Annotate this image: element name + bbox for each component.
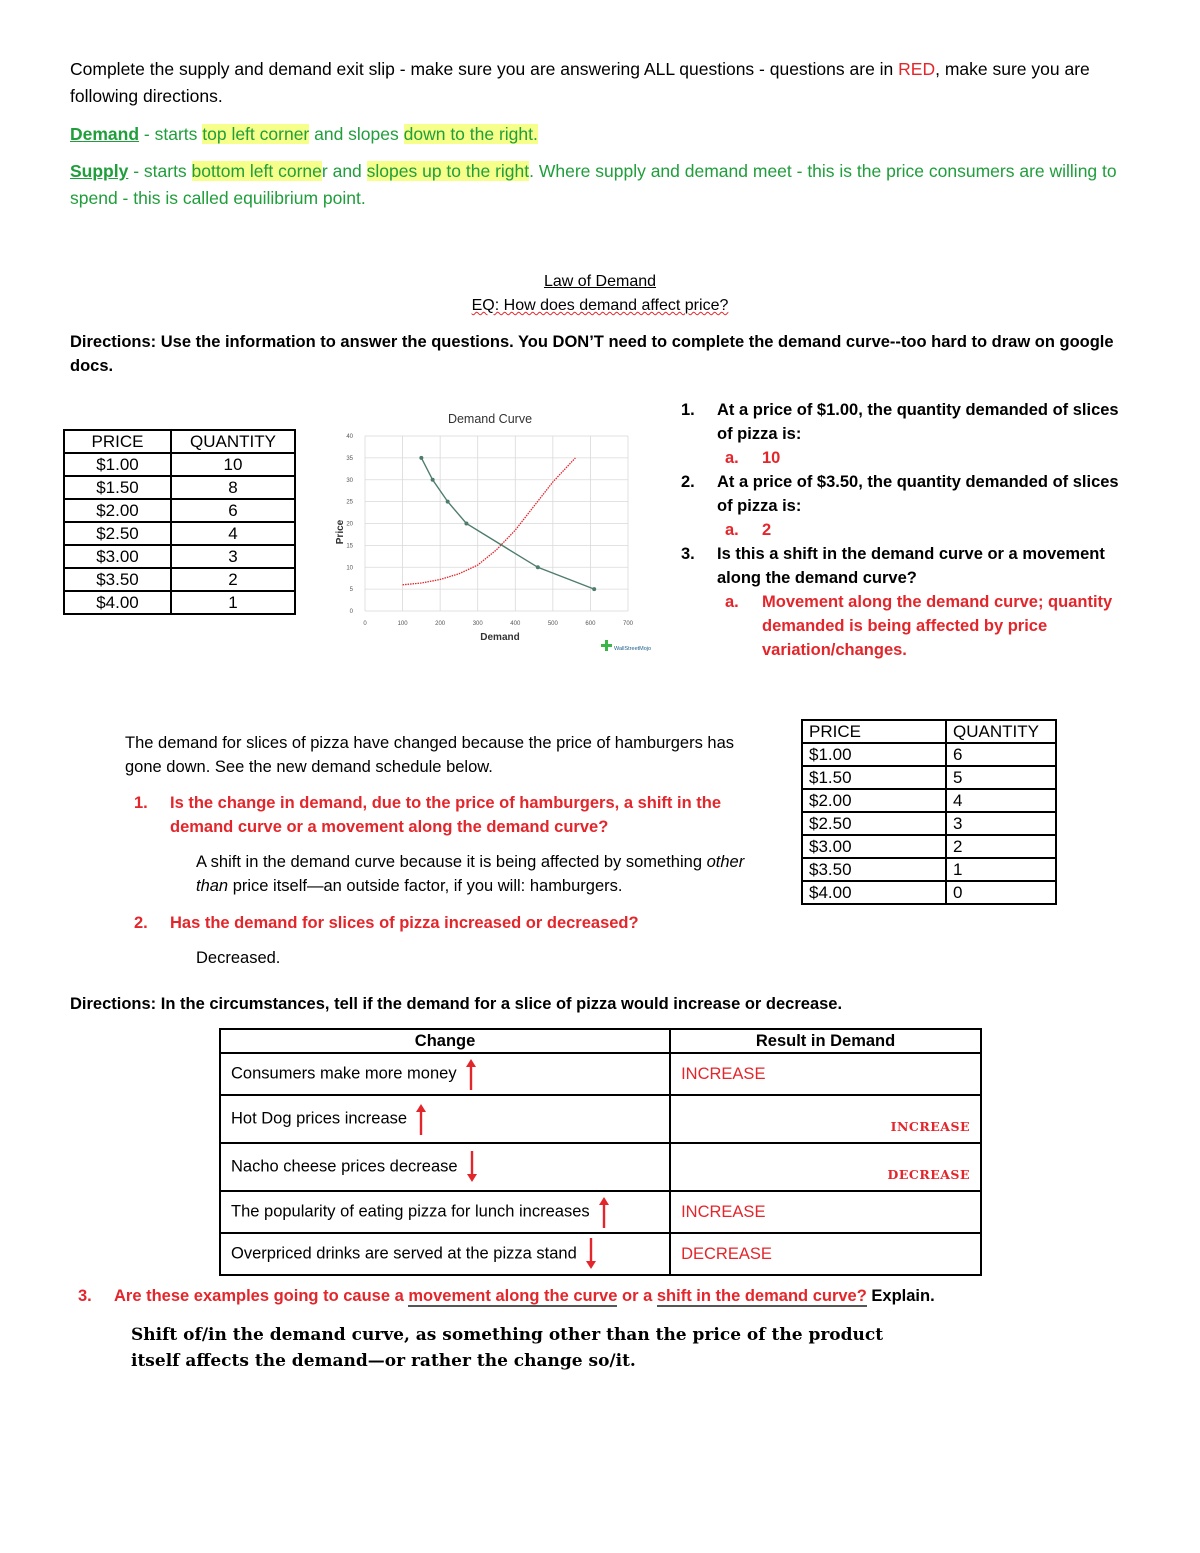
middle-q1: Is the change in demand, due to the price of hamburgers, a shift in the demand curve or a movement along the demand curve?: [170, 794, 721, 836]
quantity-cell: 3: [946, 812, 1056, 835]
y-tick-label: 20: [346, 521, 353, 528]
circumstances-header-row: [220, 1029, 981, 1053]
circumstance-row: [220, 1233, 981, 1275]
table-header-row: [64, 430, 295, 453]
arrow-down-icon: [585, 1237, 597, 1271]
circumstances-table: [219, 1028, 982, 1276]
demand-def-text-2: and slopes: [309, 124, 404, 144]
directions-2: Directions: In the circumstances, tell if the demand for a slice of pizza would increase or decrease.: [70, 995, 843, 1013]
intro-red-word: RED: [898, 59, 936, 79]
price-cell: $3.00: [64, 545, 171, 568]
demand-term: Demand: [70, 124, 140, 144]
middle-q2: Has the demand for slices of pizza increased or decreased?: [170, 914, 639, 932]
result-cell: [670, 1191, 981, 1233]
middle-a1: A shift in the demand curve because it is being affected by something other than price itself—an outside factor, if you will: hamburgers.: [196, 853, 745, 895]
chart-title: Demand Curve: [447, 412, 533, 426]
quantity-cell: 1: [946, 858, 1056, 881]
chart-y-ticks: [346, 434, 353, 615]
supply-def-text-3: . Where supply and demand meet - this is the price consumers are willing to spend - this is called equilibrium point.: [70, 161, 1117, 208]
supply-term: Supply: [70, 161, 129, 181]
price-cell: $1.50: [802, 766, 946, 789]
x-tick-label: 200: [435, 621, 446, 627]
intro-text-end: , make sure you are following directions.: [70, 59, 1090, 106]
quantity-cell: 0: [946, 881, 1056, 904]
quantity-cell: 10: [171, 453, 295, 476]
middle-q2-num: 2.: [134, 914, 148, 932]
price-cell: $4.00: [64, 591, 171, 614]
change-text: Nacho cheese prices decrease: [231, 1157, 458, 1176]
x-tick-label: 700: [622, 621, 634, 627]
answer-2: 2: [762, 521, 772, 539]
quantity-cell: 6: [171, 499, 295, 522]
price-cell: $2.50: [802, 812, 946, 835]
arrow-up-icon: [598, 1195, 610, 1229]
result-cell: [670, 1143, 981, 1191]
answer-2-marker: a.: [725, 521, 739, 539]
result-header: Result in Demand: [670, 1029, 981, 1053]
change-cell: [220, 1191, 670, 1233]
result-text: INCREASE: [681, 1064, 766, 1083]
price-cell: $1.00: [802, 743, 946, 766]
price-cell: $4.00: [802, 881, 946, 904]
change-text: Consumers make more money: [231, 1064, 457, 1083]
supply-highlight-2: slopes up to the right: [366, 161, 530, 181]
table-row: [802, 789, 1056, 812]
table-row: [802, 835, 1056, 858]
supply-definition: [70, 158, 1130, 212]
change-header: Change: [220, 1029, 670, 1053]
demand-point: [446, 500, 450, 504]
circumstance-row: [220, 1143, 981, 1191]
table-row: [64, 591, 295, 614]
table-row: [64, 568, 295, 591]
intro-text: Complete the supply and demand exit slip - make sure you are answering ALL questions - questions are in: [70, 59, 899, 79]
answer-3-marker: a.: [725, 593, 739, 611]
demand-point: [431, 478, 435, 482]
new-demand-schedule-table: [801, 719, 1057, 905]
watermark-logo: [601, 640, 651, 652]
y-tick-label: 40: [346, 434, 353, 440]
demand-schedule-table: [63, 429, 296, 615]
table-row: [64, 476, 295, 499]
middle-intro: The demand for slices of pizza have changed because the price of hamburgers has gone down. See the new demand schedule below.: [125, 734, 735, 776]
price-cell: $3.00: [802, 835, 946, 858]
table-row: [64, 453, 295, 476]
quantity-cell: 6: [946, 743, 1056, 766]
circumstance-row: [220, 1053, 981, 1095]
chart-grid: [365, 436, 628, 611]
circumstance-row: [220, 1191, 981, 1233]
result-cell: [670, 1053, 981, 1095]
price-cell: $3.50: [802, 858, 946, 881]
demand-point: [536, 565, 540, 569]
price-cell: $2.00: [64, 499, 171, 522]
quantity-cell: 3: [171, 545, 295, 568]
quantity-cell: 4: [171, 522, 295, 545]
questions-list-1: 1. At a price of $1.00, the quantity demanded of slices of pizza is: a. 10 2. At a price of $3.50, the quantity demanded of slices of pizza is: a. 2 3. Is this a shift in the demand curve or a movement along the demand curve? a. Movement along the demand curve; quantity demanded is being affected by price variation/changes.: [681, 398, 1151, 668]
quantity-cell: 1: [171, 591, 295, 614]
final-answer: Shift of/in the demand curve, as something other than the price of the product itself affects the demand—or rather the change so/it.: [131, 1325, 884, 1371]
demand-curve-chart: [325, 400, 670, 665]
x-tick-label: 500: [547, 621, 558, 627]
x-tick-label: 300: [472, 621, 483, 627]
chart-watermark: WallStreetMojo: [614, 646, 652, 652]
y-tick-label: 35: [346, 455, 353, 462]
circumstance-row: [220, 1095, 981, 1143]
intro-paragraph: [70, 56, 1130, 110]
y-tick-label: 10: [346, 565, 353, 572]
directions-1: Directions: Use the information to answer the questions. You DON’T need to complete the demand curve--too hard to draw on google docs.: [70, 333, 1114, 375]
result-text: DECREASE: [681, 1244, 772, 1263]
quantity-cell: 4: [946, 789, 1056, 812]
answer-1: 10: [762, 449, 781, 467]
result-cell: [670, 1095, 981, 1143]
y-tick-label: 0: [349, 609, 353, 615]
chart-x-label: Demand: [480, 632, 520, 643]
price-cell: $1.00: [64, 453, 171, 476]
demand-highlight-2: down to the right.: [403, 124, 538, 144]
answer-1-marker: a.: [725, 449, 739, 467]
change-cell: [220, 1053, 670, 1095]
middle-q1-num: 1.: [134, 794, 148, 812]
quantity-cell: 2: [946, 835, 1056, 858]
price-header: PRICE: [64, 430, 171, 453]
price-header: PRICE: [802, 720, 946, 743]
demand-highlight-1: top left corner: [202, 124, 310, 144]
arrow-down-icon: [466, 1150, 478, 1184]
chart-y-label: Price: [335, 519, 346, 545]
result-text: INCREASE: [890, 1119, 970, 1134]
table-row: [802, 743, 1056, 766]
change-cell: [220, 1143, 670, 1191]
result-cell: [670, 1233, 981, 1275]
essential-question: EQ: How does demand affect price?: [471, 297, 729, 314]
demand-point: [464, 522, 468, 526]
y-tick-label: 30: [346, 477, 353, 484]
price-cell: $1.50: [64, 476, 171, 499]
table-row: [802, 881, 1056, 904]
table-row: [64, 545, 295, 568]
y-tick-label: 5: [349, 587, 353, 594]
supply-def-text: - starts: [128, 161, 192, 181]
table-row: [64, 522, 295, 545]
table-row: [802, 858, 1056, 881]
result-text: DECREASE: [887, 1167, 970, 1182]
final-question: Are these examples going to cause a movement along the curve or a shift in the demand curve? Explain.: [114, 1287, 935, 1305]
demand-point: [592, 587, 596, 591]
demand-point: [419, 456, 423, 460]
change-text: Overpriced drinks are served at the pizza stand: [231, 1244, 577, 1263]
arrow-up-icon: [415, 1102, 427, 1136]
table-row: [802, 766, 1056, 789]
x-tick-label: 400: [510, 621, 521, 627]
result-text: INCREASE: [681, 1202, 766, 1221]
change-cell: [220, 1095, 670, 1143]
demand-definition: [70, 121, 1130, 148]
x-tick-label: 0: [363, 621, 367, 627]
table-row: [802, 812, 1056, 835]
x-tick-label: 600: [585, 621, 596, 627]
y-tick-label: 25: [346, 499, 353, 506]
answer-3: Movement along the demand curve; quantity demanded is being affected by price variation/changes.: [762, 593, 1113, 659]
price-cell: $2.50: [64, 522, 171, 545]
chart-x-ticks: [363, 621, 633, 627]
quantity-header: QUANTITY: [946, 720, 1056, 743]
page-title: Law of Demand: [543, 273, 657, 290]
table-row: [64, 499, 295, 522]
final-q-num: 3.: [78, 1287, 92, 1305]
x-tick-label: 100: [397, 621, 408, 627]
quantity-header: QUANTITY: [171, 430, 295, 453]
supply-highlight-1: bottom left corne: [191, 161, 322, 181]
change-text: Hot Dog prices increase: [231, 1109, 408, 1128]
supply-series-line: [403, 458, 576, 585]
supply-def-text-2: r and: [321, 161, 367, 181]
change-cell: [220, 1233, 670, 1275]
table-header-row: [802, 720, 1056, 743]
y-tick-label: 15: [346, 543, 353, 550]
demand-def-text: - starts: [139, 124, 203, 144]
arrow-up-icon: [465, 1057, 477, 1091]
price-cell: $3.50: [64, 568, 171, 591]
quantity-cell: 2: [171, 568, 295, 591]
quantity-cell: 8: [171, 476, 295, 499]
quantity-cell: 5: [946, 766, 1056, 789]
middle-a2: Decreased.: [196, 949, 281, 967]
change-text: The popularity of eating pizza for lunch increases: [231, 1202, 590, 1221]
price-cell: $2.00: [802, 789, 946, 812]
